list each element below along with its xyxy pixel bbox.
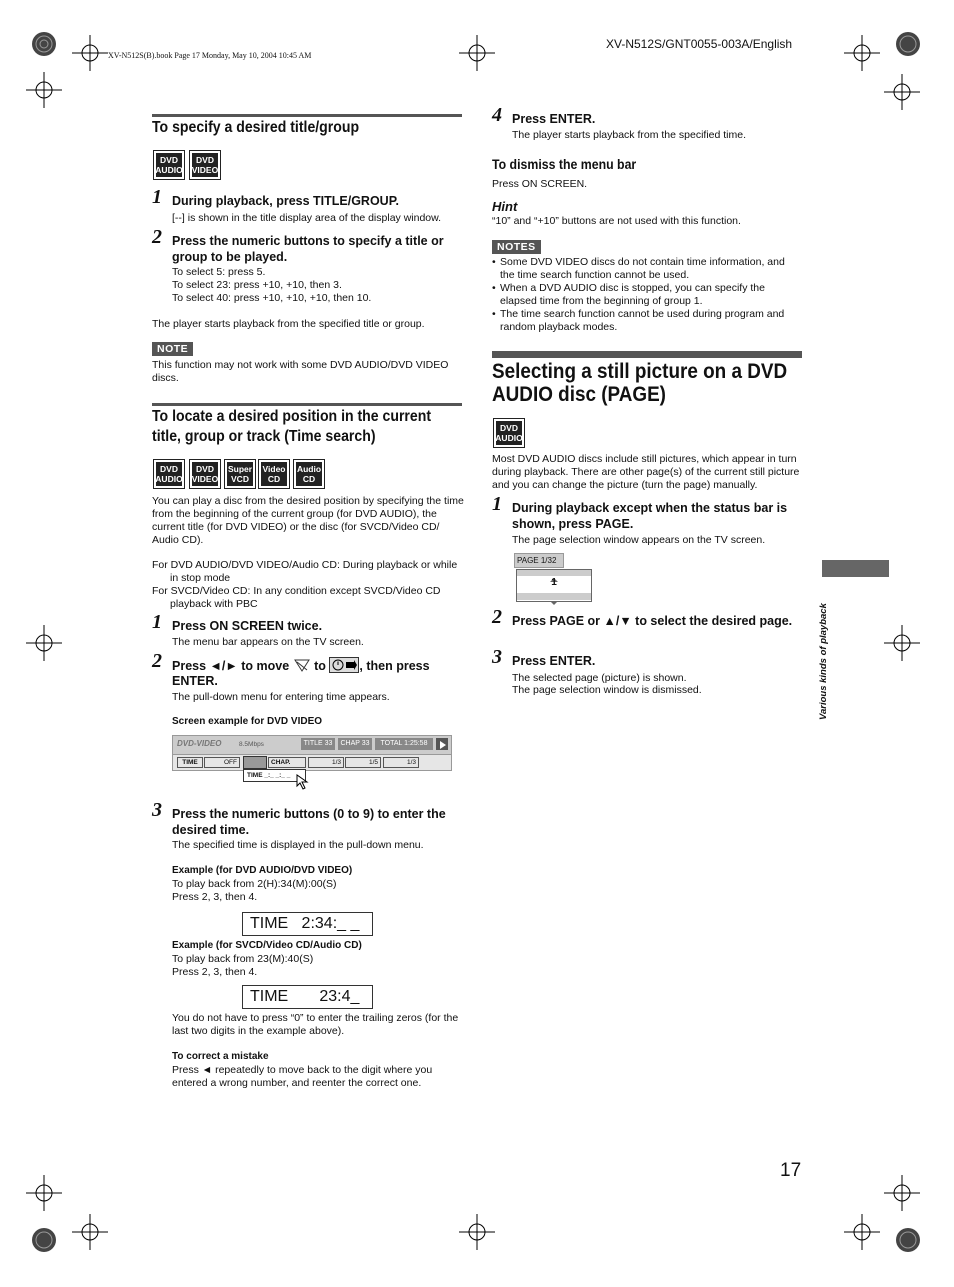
step-text: Press the numeric buttons (0 to 9) to enter the desired time. bbox=[172, 807, 446, 837]
body-text: Press ON SCREEN. bbox=[492, 178, 588, 190]
audio-cd-badge: Audio CD bbox=[293, 459, 325, 489]
play-icon bbox=[436, 738, 448, 750]
note-label: NOTE bbox=[152, 342, 193, 356]
section-rule bbox=[492, 351, 802, 358]
section-rule bbox=[152, 403, 462, 406]
body-text: For DVD AUDIO/DVD VIDEO/Audio CD: During playback or while in stop mode bbox=[152, 559, 458, 584]
crosshair-icon bbox=[844, 1214, 880, 1250]
example-title: Example (for SVCD/Video CD/Audio CD) bbox=[172, 940, 362, 951]
crosshair-icon bbox=[884, 1175, 920, 1211]
step-text: Press ENTER. bbox=[512, 112, 596, 126]
model-code: XV-N512S/GNT0055-003A/English bbox=[606, 37, 793, 51]
registration-mark-icon bbox=[890, 26, 926, 62]
step-number: 4 bbox=[492, 104, 502, 126]
step-desc: The page selection window is dismissed. bbox=[512, 684, 702, 696]
note-item: • When a DVD AUDIO disc is stopped, you can specify the elapsed time from the beginning of group 1. bbox=[492, 282, 802, 308]
time-search-icon bbox=[329, 657, 359, 673]
note-item: • Some DVD VIDEO discs do not contain time information, and the time search function cannot be used. bbox=[492, 256, 802, 282]
cursor-arrow-icon bbox=[293, 658, 311, 672]
sidebar-tab bbox=[822, 560, 889, 577]
step-text: During playback, press TITLE/GROUP. bbox=[172, 194, 399, 208]
step-desc: The menu bar appears on the TV screen. bbox=[172, 636, 364, 648]
step-desc: The player starts playback from the specified time. bbox=[512, 129, 747, 141]
section-title: To specify a desired title/group bbox=[152, 119, 360, 136]
step-text: During playback except when the status bar is shown, press PAGE. bbox=[512, 501, 788, 531]
page-number: 17 bbox=[780, 1160, 802, 1181]
step-desc: The selected page (picture) is shown. bbox=[512, 672, 687, 684]
step-number: 2 bbox=[152, 650, 162, 672]
step-desc: [--] is shown in the title display area of the display window. bbox=[172, 212, 442, 224]
dvd-video-badge: DVD VIDEO bbox=[189, 150, 221, 180]
step-text: Press the numeric buttons to specify a title or group to be played. bbox=[172, 234, 444, 264]
registration-mark-icon bbox=[26, 26, 62, 62]
crosshair-icon bbox=[26, 625, 62, 661]
registration-mark-icon bbox=[26, 1222, 62, 1258]
video-cd-badge: Video CD bbox=[258, 459, 290, 489]
step-text: Press ◄/► to move to , then press bbox=[172, 659, 430, 673]
time-popup: TIME _:_ _:_ _ bbox=[243, 769, 306, 782]
dvd-audio-badge: DVD AUDIO bbox=[153, 459, 185, 489]
subheading: To correct a mistake bbox=[172, 1051, 269, 1062]
step-line: To select 40: press +10, +10, +10, then 10. bbox=[172, 292, 372, 304]
up-arrow-icon bbox=[517, 570, 591, 576]
menu-bar-top: DVD-VIDEO 8.5Mbps TITLE 33 CHAP 33 TOTAL 1:25:58 bbox=[172, 735, 452, 755]
example-line: Press 2, 3, then 4. bbox=[172, 966, 258, 978]
notes-list bbox=[492, 256, 802, 334]
crosshair-icon bbox=[884, 74, 920, 110]
crosshair-icon bbox=[72, 35, 108, 71]
step-desc: The pull-down menu for entering time appears. bbox=[172, 691, 390, 703]
section-title: title, group or track (Time search) bbox=[152, 428, 376, 445]
super-vcd-badge: Super VCD bbox=[224, 459, 256, 489]
pointer-icon bbox=[296, 774, 310, 790]
body-text: Most DVD AUDIO discs include still pictures, which appear in turn during playback. There are other page(s) of the current still picture and you can change the picture (turn the page) manually. bbox=[492, 453, 800, 491]
step-number: 1 bbox=[152, 611, 162, 633]
down-arrow-icon bbox=[517, 593, 591, 600]
subheading: To dismiss the menu bar bbox=[492, 156, 637, 172]
section-title: Selecting a still picture on a DVD bbox=[492, 360, 788, 383]
crosshair-icon bbox=[26, 72, 62, 108]
example-line: To play back from 2(H):34(M):00(S) bbox=[172, 878, 337, 890]
file-info: XV-N512S(B).book Page 17 Monday, May 10, 2004 10:45 AM bbox=[108, 51, 312, 60]
crosshair-icon bbox=[884, 625, 920, 661]
crosshair-icon bbox=[26, 1175, 62, 1211]
step-desc: The page selection window appears on the TV screen. bbox=[512, 534, 766, 546]
step-text: Press PAGE or ▲/▼ to select the desired page. bbox=[512, 614, 793, 628]
crosshair-icon bbox=[72, 1214, 108, 1250]
registration-mark-icon bbox=[890, 1222, 926, 1258]
step-text: Press ON SCREEN twice. bbox=[172, 619, 323, 633]
step-number: 2 bbox=[152, 226, 162, 248]
body-text: You can play a disc from the desired position by specifying the time from the beginning of the current group (for DVD AUDIO), the current title (for DVD VIDEO) or the disc (for SVCD/Video CD/ Audio CD). bbox=[152, 495, 464, 546]
step-number: 3 bbox=[152, 799, 162, 821]
body-text: For SVCD/Video CD: In any condition except SVCD/Video CD playback with PBC bbox=[152, 585, 441, 610]
step-desc: The specified time is displayed in the pull-down menu. bbox=[172, 839, 424, 851]
dvd-video-badge: DVD VIDEO bbox=[189, 459, 221, 489]
example-line: Press 2, 3, then 4. bbox=[172, 891, 258, 903]
dvd-audio-badge: DVD AUDIO bbox=[493, 418, 525, 448]
step-text: Press ENTER. bbox=[512, 654, 596, 668]
step-text: ENTER. bbox=[172, 674, 218, 688]
step-number: 1 bbox=[492, 493, 502, 515]
time-display: TIME 2:34:_ _ bbox=[242, 912, 373, 936]
example-line: To play back from 23(M):40(S) bbox=[172, 953, 314, 965]
sidebar-label: Various kinds of playback bbox=[818, 603, 829, 720]
crosshair-icon bbox=[459, 1214, 495, 1250]
page-window: 1 bbox=[516, 569, 592, 602]
crosshair-icon bbox=[459, 35, 495, 71]
note-item: • The time search function cannot be used during program and random playback modes. bbox=[492, 308, 802, 334]
step-number: 2 bbox=[492, 606, 502, 628]
section-title: AUDIO disc (PAGE) bbox=[492, 383, 666, 406]
body-text: The player starts playback from the specified title or group. bbox=[152, 318, 425, 330]
note-text: This function may not work with some DVD AUDIO/DVD VIDEO discs. bbox=[152, 359, 449, 384]
example-title: Example (for DVD AUDIO/DVD VIDEO) bbox=[172, 865, 353, 876]
time-display: TIME 23:4_ bbox=[242, 985, 373, 1009]
page-window-label: PAGE 1/32 bbox=[514, 553, 564, 568]
menu-bar-bottom: TIME OFF CHAP. 1/3 1/5 1/3 bbox=[172, 754, 452, 771]
time-search-icon bbox=[243, 756, 267, 769]
section-title: To locate a desired position in the current bbox=[152, 408, 432, 425]
section-rule bbox=[152, 114, 462, 117]
step-number: 3 bbox=[492, 646, 502, 668]
step-line: To select 5: press 5. bbox=[172, 266, 266, 278]
crosshair-icon bbox=[844, 35, 880, 71]
step-line: To select 23: press +10, +10, then 3. bbox=[172, 279, 342, 291]
hint-title: Hint bbox=[492, 199, 518, 214]
step-number: 1 bbox=[152, 186, 162, 208]
body-text: You do not have to press “0” to enter the trailing zeros (for the last two digits in the example above). bbox=[172, 1012, 459, 1037]
notes-label: NOTES bbox=[492, 240, 541, 254]
hint-text: “10” and “+10” buttons are not used with this function. bbox=[492, 215, 741, 227]
screen-label: Screen example for DVD VIDEO bbox=[172, 716, 323, 727]
dvd-audio-badge: DVD AUDIO bbox=[153, 150, 185, 180]
body-text: Press ◄ repeatedly to move back to the digit where you entered a wrong number, and reenter the correct one. bbox=[172, 1064, 433, 1089]
